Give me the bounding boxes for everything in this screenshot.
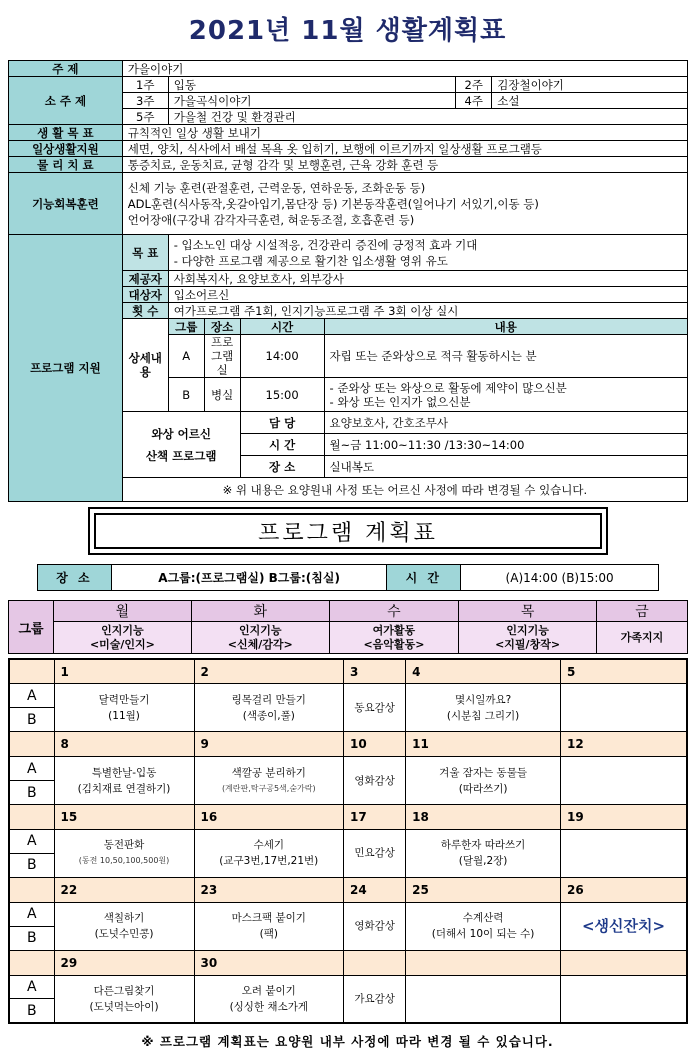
- week-num: 2주: [456, 77, 492, 93]
- time-value: (A)14:00 (B)15:00: [461, 565, 659, 591]
- info-table: [8, 60, 688, 502]
- goal2-line: - 다양한 프로그램 제공으로 활기찬 입소생활 영위 유도: [173, 253, 448, 268]
- calendar-date: 8: [54, 732, 194, 757]
- activity-cell: [54, 684, 194, 732]
- week-header-blank: [9, 659, 54, 684]
- weekday: 화: [191, 601, 329, 622]
- activity-type-sub: <음악활동>: [363, 637, 425, 651]
- group-b-label: B: [9, 926, 54, 950]
- detail-time: 14:00: [240, 335, 324, 378]
- detail-group: A: [168, 335, 204, 378]
- calendar-date: 25: [406, 877, 561, 902]
- calendar-date: 26: [561, 877, 688, 902]
- activity-name: 색칠하기: [103, 912, 145, 925]
- detail-header: 내용: [324, 319, 687, 335]
- rehab-label: 기능회복훈련: [9, 173, 123, 235]
- activity-type-sub: <지필/창작>: [495, 637, 561, 651]
- weekday: 금: [597, 601, 688, 622]
- physio-value: 통증치료, 운동치료, 균형 감각 및 보행훈련, 근육 강화 훈련 등: [122, 157, 687, 173]
- activity-type-line: 가족지지: [620, 630, 664, 644]
- activity-name: 오려 붙이기: [241, 984, 296, 997]
- calendar-date: 3: [344, 659, 406, 684]
- activity-cell: [54, 975, 194, 1023]
- detail-header: 장소: [204, 319, 240, 335]
- group-b-label: B: [9, 853, 54, 877]
- activity-material: (11월): [108, 709, 140, 722]
- activity-cell: [406, 684, 561, 732]
- week-topic: 가을철 건강 및 환경관리: [168, 109, 687, 125]
- place-value: A그룹:(프로그램실) B그룹:(침실): [111, 565, 387, 591]
- activity-material: (달월,2장): [458, 855, 508, 868]
- week-num: 1주: [122, 77, 168, 93]
- calendar-date: [344, 950, 406, 975]
- program-title-box: [88, 507, 608, 555]
- detail-label: 상세내용: [122, 319, 168, 412]
- calendar-date: 24: [344, 877, 406, 902]
- group-a-label: A: [9, 975, 54, 999]
- physio-label: 물 리 치 료: [9, 157, 123, 173]
- detail-place: 프로그램실: [204, 335, 240, 378]
- calendar-date: 16: [194, 805, 343, 830]
- activity-cell: [561, 902, 688, 950]
- detail-line: - 준와상 또는 와상으로 활동에 제약이 많으신분: [329, 380, 567, 395]
- activity-name: 민요감상: [354, 847, 395, 860]
- activity-name: 영화감상: [354, 920, 395, 933]
- activity-type: [191, 622, 329, 654]
- week-header-blank: [9, 877, 54, 902]
- subtheme-label: 소 주 제: [9, 77, 123, 125]
- walk-label-line: 와상 어르신: [151, 426, 211, 441]
- activity-name: 수계산력: [462, 912, 504, 925]
- activity-name: 동요감상: [354, 701, 395, 714]
- activity-name: 마스크팩 붙이기: [231, 912, 306, 925]
- activity-cell: [194, 902, 343, 950]
- activity-name: 겨울 잠자는 동물들: [439, 766, 527, 779]
- place-time-bar: [37, 564, 659, 591]
- goal2-label: 목 표: [122, 235, 168, 271]
- calendar-date: [561, 950, 688, 975]
- goal2-line: - 입소노인 대상 시설적응, 건강관리 증진에 긍정적 효과 기대: [173, 237, 478, 252]
- week-header-blank: [9, 732, 54, 757]
- daily-value: 세면, 양치, 식사에서 배설 목욕 옷 입히기, 보행에 이르기까지 일상생활 프로그램등: [122, 141, 687, 157]
- activity-material: (따라쓰기): [458, 782, 508, 795]
- activity-type-line: 여가활동: [372, 623, 416, 637]
- activity-type-line: 인지기능: [239, 623, 282, 637]
- activity-cell: [344, 757, 406, 805]
- target-value: 입소어르신: [168, 287, 687, 303]
- week-header-blank: [9, 805, 54, 830]
- activity-type-sub: <미술/인지>: [89, 637, 155, 651]
- activity-material: (김치재료 연결하기): [77, 782, 171, 795]
- goal-label: 생 활 목 표: [9, 125, 123, 141]
- calendar-date: 11: [406, 732, 561, 757]
- activity-name: 동전판화: [103, 839, 145, 852]
- calendar-date: 22: [54, 877, 194, 902]
- activity-name: 색깔공 분리하기: [231, 766, 306, 779]
- activity-name: <생신잔치>: [581, 917, 666, 936]
- calendar-date: 9: [194, 732, 343, 757]
- rehab-line: 신체 기능 훈련(관절훈련, 근력운동, 연하운동, 조화운동 등): [127, 180, 426, 195]
- calendar-table: [8, 658, 688, 1024]
- program-label: 프로그램 지원: [9, 235, 123, 502]
- theme-label: 주 제: [9, 61, 123, 77]
- week-num: 3주: [122, 93, 168, 109]
- rehab-line: ADL훈련(식사동작,옷갈아입기,몸단장 등) 기본동작훈련(일어나기 서있기,이동 등): [127, 196, 539, 211]
- goal2-value: [168, 235, 687, 271]
- goal-value: 규칙적인 일상 생활 보내기: [122, 125, 687, 141]
- activity-material: (교구3번,17번,21번): [219, 855, 319, 868]
- detail-content: [324, 378, 687, 412]
- activity-cell: [194, 757, 343, 805]
- activity-cell: [194, 829, 343, 877]
- activity-cell: [54, 902, 194, 950]
- activity-type: [54, 622, 192, 654]
- activity-cell: [194, 684, 343, 732]
- activity-cell: [406, 902, 561, 950]
- week-header-blank: [9, 950, 54, 975]
- activity-type-line: 인지기능: [506, 623, 549, 637]
- rehab-value: [122, 173, 687, 235]
- activity-cell: [54, 829, 194, 877]
- walk-label-line: 산책 프로그램: [145, 448, 217, 463]
- calendar-date: 19: [561, 805, 688, 830]
- activity-material: (계란판,탁구공5색,숟가락): [221, 783, 316, 793]
- activity-cell: [406, 829, 561, 877]
- activity-cell: [561, 975, 688, 1023]
- footer-note: ※ 프로그램 계획표는 요양원 내부 사정에 따라 변경 될 수 있습니다.: [141, 1034, 554, 1049]
- theme-value: 가을이야기: [122, 61, 687, 77]
- activity-name: 몇시일까요?: [454, 693, 512, 706]
- detail-line: - 와상 또는 인지가 없으신분: [329, 394, 471, 409]
- count-value: 여가프로그램 주1회, 인지기능프로그램 주 3회 이상 실시: [168, 303, 687, 319]
- group-a-label: A: [9, 902, 54, 926]
- activity-material: (시분침 그리기): [446, 709, 520, 722]
- walk-key: 장 소: [240, 456, 324, 478]
- count-label: 횟 수: [122, 303, 168, 319]
- activity-type: [329, 622, 458, 654]
- activity-cell: [406, 757, 561, 805]
- daily-label: 일상생활지원: [9, 141, 123, 157]
- activity-type-line: 인지기능: [101, 623, 144, 637]
- calendar-date: 30: [194, 950, 343, 975]
- activity-name: 하루한자 따라쓰기: [440, 839, 526, 852]
- calendar-date: [406, 950, 561, 975]
- page-title: 2021년 11월 생활계획표: [188, 16, 507, 46]
- target-label: 대상자: [122, 287, 168, 303]
- provider-value: 사회복지사, 요양보호사, 외부강사: [168, 271, 687, 287]
- calendar-date: 1: [54, 659, 194, 684]
- calendar-date: 4: [406, 659, 561, 684]
- activity-type-sub: <신체/감각>: [227, 637, 293, 651]
- calendar-date: 23: [194, 877, 343, 902]
- detail-group: B: [168, 378, 204, 412]
- activity-material: (팩): [259, 928, 278, 941]
- group-a-label: A: [9, 684, 54, 708]
- activity-material: (색종이,풀): [242, 709, 295, 722]
- program-title: 프로그램 계획표: [94, 513, 602, 549]
- walk-value: 실내복도: [324, 456, 687, 478]
- calendar-date: 5: [561, 659, 688, 684]
- detail-header: 시간: [240, 319, 324, 335]
- calendar-date: 12: [561, 732, 688, 757]
- activity-material: (도넛먹는아이): [89, 1000, 159, 1013]
- activity-name: 달력만들기: [98, 693, 150, 706]
- detail-time: 15:00: [240, 378, 324, 412]
- calendar-date: 18: [406, 805, 561, 830]
- walk-value: 요양보호사, 간호조무사: [324, 412, 687, 434]
- walk-key: 담 당: [240, 412, 324, 434]
- walk-label: [122, 412, 240, 478]
- activity-cell: [561, 829, 688, 877]
- activity-material: (도넛수민콩): [94, 928, 154, 941]
- week-topic: 입동: [168, 77, 456, 93]
- group-b-label: B: [9, 708, 54, 732]
- detail-place: 병실: [204, 378, 240, 412]
- activity-name: 다른그림찾기: [93, 984, 155, 997]
- calendar-date: 15: [54, 805, 194, 830]
- activity-cell: [561, 757, 688, 805]
- activity-material: (싱싱한 채소가게: [229, 1000, 308, 1013]
- detail-content: 자립 또는 준와상으로 적극 활동하시는 분: [324, 335, 687, 378]
- week-topic: 소설: [492, 93, 688, 109]
- activity-cell: [561, 684, 688, 732]
- group-a-label: A: [9, 757, 54, 781]
- activity-type: [597, 622, 688, 654]
- activity-cell: [344, 902, 406, 950]
- activity-cell: [344, 829, 406, 877]
- time-label: 시 간: [387, 565, 461, 591]
- activity-name: 특별한날-입동: [91, 766, 157, 779]
- group-b-label: B: [9, 999, 54, 1023]
- activity-type: [459, 622, 597, 654]
- group-b-label: B: [9, 781, 54, 805]
- week-topic: 김장철이야기: [492, 77, 688, 93]
- walk-value: 월~금 11:00~11:30 /13:30~14:00: [324, 434, 687, 456]
- activity-name: 링목걸리 만들기: [231, 693, 306, 706]
- weekday-header: [8, 600, 688, 654]
- calendar-date: 29: [54, 950, 194, 975]
- weekday: 수: [329, 601, 458, 622]
- walk-key: 시 간: [240, 434, 324, 456]
- activity-cell: [54, 757, 194, 805]
- calendar-date: 17: [344, 805, 406, 830]
- provider-label: 제공자: [122, 271, 168, 287]
- activity-name: 가요감상: [354, 992, 395, 1005]
- activity-name: 수세기: [253, 839, 284, 852]
- weekday: 목: [459, 601, 597, 622]
- activity-cell: [344, 975, 406, 1023]
- calendar-date: 10: [344, 732, 406, 757]
- week-num: 5주: [122, 109, 168, 125]
- week-topic: 가을곡식이야기: [168, 93, 456, 109]
- place-label: 장 소: [38, 565, 112, 591]
- activity-cell: [344, 684, 406, 732]
- activity-material: (동전 10,50,100,500원): [78, 856, 170, 866]
- weekday: 월: [54, 601, 192, 622]
- activity-cell: [406, 975, 561, 1023]
- group-a-label: A: [9, 829, 54, 853]
- group-header: 그룹: [9, 601, 54, 654]
- detail-header: 그룹: [168, 319, 204, 335]
- rehab-line: 언어장애(구강내 감각자극훈련, 혀운동조절, 호흡훈련 등): [127, 212, 415, 227]
- week-num: 4주: [456, 93, 492, 109]
- info-note: ※ 위 내용은 요양원내 사정 또는 어르신 사정에 따라 변경될 수 있습니다.: [122, 478, 687, 502]
- activity-material: (더해서 10이 되는 수): [431, 928, 535, 941]
- calendar-date: 2: [194, 659, 343, 684]
- activity-cell: [194, 975, 343, 1023]
- activity-name: 영화감상: [354, 774, 395, 787]
